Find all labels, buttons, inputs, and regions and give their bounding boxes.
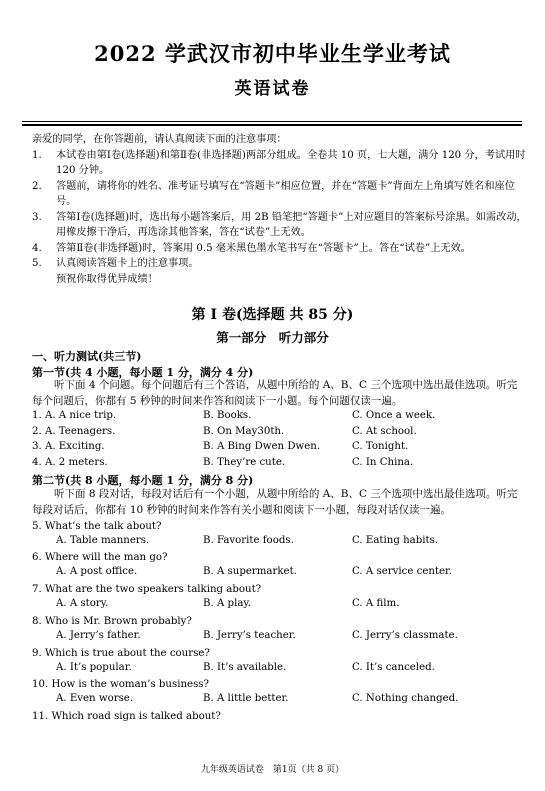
option-c: C. A service center. bbox=[352, 566, 453, 577]
option-a: A. Jerry’s father. bbox=[56, 630, 141, 641]
subsection-intro-1: 听下面 4 个问题。每个问题后有三个答语，从题中所给的 A、B、C 三个选项中选出最佳选项。听完每个问题后，你都有 5 秒钟的时间来作答和阅读下一小题。每个问题仅读一遍。 bbox=[32, 379, 518, 407]
question-stem: 9. Which is true about the course? bbox=[32, 648, 210, 659]
exam-title: 2022 学武汉市初中毕业生学业考试 bbox=[94, 41, 451, 66]
option-a: 3. A. Exciting. bbox=[32, 441, 105, 452]
option-b: B. A little better. bbox=[203, 693, 289, 704]
option-c: C. Nothing changed. bbox=[352, 693, 459, 704]
header-rule-thick bbox=[22, 124, 522, 126]
exam-subtitle: 英语试卷 bbox=[234, 79, 311, 99]
question-stem: 11. Which road sign is talked about? bbox=[32, 711, 221, 722]
notice-item: 2. 答题前，请将你的姓名、准考证号填写在“答题卡”相应位置，并在“答题卡”背面左上角填写姓名和座位号。 bbox=[32, 180, 515, 207]
question-stem: 7. What are the two speakers talking about? bbox=[32, 584, 262, 595]
notice-item: 1. 本试卷由第Ⅰ卷(选择题)和第Ⅱ卷(非选择题)两部分组成。全卷共 10 页，七大题，满分 120 分，考试用时 120 分钟。 bbox=[32, 149, 526, 176]
option-c: C. A film. bbox=[352, 598, 400, 609]
notice-item: 3. 答第Ⅰ卷(选择题)时，选出每小题答案后，用 2B 铅笔把“答题卡”上对应题目的答案标号涂黑。如需改动，用橡皮擦干净后，再选涂其他答案，答在“试卷”上无效。 bbox=[32, 211, 527, 238]
option-a: A. Even worse. bbox=[56, 693, 134, 704]
notice-greeting: 亲爱的同学，在你答题前，请认真阅读下面的注意事项： bbox=[32, 134, 287, 145]
subsection-intro-2: 听下面 8 段对话，每段对话后有一个小题，从题中所给的 A、B、C 三个选项中选出最佳选项。听完每段对话后，你都有 10 秒钟的时间来作答有关小题和阅读下一小题，每段对话仅读一遍。 bbox=[32, 488, 518, 516]
option-c: C. It’s canceled. bbox=[352, 662, 435, 673]
option-a: 1. A. A nice trip. bbox=[32, 410, 117, 421]
option-b: B. They’re cute. bbox=[203, 457, 286, 468]
option-c: C. At school. bbox=[352, 426, 417, 437]
section-heading: 一、听力测试(共三节) bbox=[32, 350, 142, 363]
option-b: B. Books. bbox=[203, 410, 252, 421]
notice-closing: 预祝你取得优异成绩！ bbox=[56, 273, 158, 285]
option-a: A. A story. bbox=[56, 598, 109, 609]
option-b: B. It’s available. bbox=[203, 662, 287, 673]
subsection-heading-2: 第二节(共 8 小题，每小题 1 分，满分 8 分) bbox=[32, 474, 254, 487]
question-stem: 5. What’s the talk about? bbox=[32, 521, 162, 532]
option-b: B. Favorite foods. bbox=[203, 535, 294, 546]
volume-title: 第 I 卷(选择题 共 85 分) bbox=[191, 307, 354, 323]
option-c: C. Tonight. bbox=[352, 441, 409, 452]
option-a: 4. A. 2 meters. bbox=[32, 457, 108, 468]
question-stem: 10. How is the woman’s business? bbox=[32, 679, 209, 690]
option-a: A. A post office. bbox=[56, 566, 138, 577]
option-c: C. Eating habits. bbox=[352, 535, 439, 546]
notice-block bbox=[32, 132, 527, 287]
question-stem: 8. Who is Mr. Brown probably? bbox=[32, 616, 192, 627]
notice-list bbox=[32, 148, 527, 272]
option-c: C. In China. bbox=[352, 457, 414, 468]
option-b: B. A Bing Dwen Dwen. bbox=[203, 441, 321, 452]
page-footer: 九年级英语试卷 第1页（共 8 页） bbox=[200, 765, 345, 775]
option-a: A. Table manners. bbox=[56, 535, 150, 546]
header-rule-thin bbox=[22, 121, 522, 122]
option-a: 2. A. Teenagers. bbox=[32, 426, 116, 437]
notice-item: 4. 答第Ⅱ卷(非选择题)时，答案用 0.5 毫米黑色墨水笔书写在“答题卡”上。答在“试卷”上无效。 bbox=[32, 242, 471, 254]
option-b: B. A supermarket. bbox=[203, 566, 297, 577]
option-c: C. Once a week. bbox=[352, 410, 436, 421]
option-b: B. Jerry’s teacher. bbox=[203, 630, 296, 641]
option-a: A. It’s popular. bbox=[56, 662, 132, 673]
notice-item: 5. 认真阅读答题卡上的注意事项。 bbox=[32, 258, 199, 269]
option-b: B. On May30th. bbox=[203, 426, 285, 437]
option-c: C. Jerry’s classmate. bbox=[352, 630, 458, 641]
part-title: 第一部分 听力部分 bbox=[216, 330, 329, 345]
option-b: B. A play. bbox=[203, 598, 252, 609]
question-stem: 6. Where will the man go? bbox=[32, 552, 168, 563]
subsection-heading-1: 第一节(共 4 小题，每小题 1 分，满分 4 分) bbox=[32, 366, 254, 379]
